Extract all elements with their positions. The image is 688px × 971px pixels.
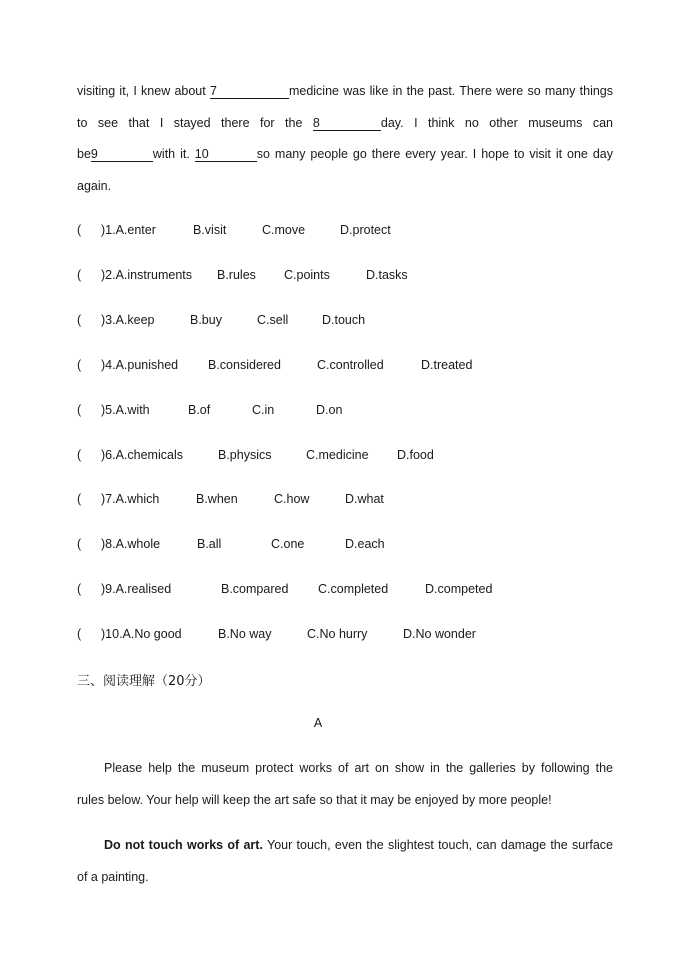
option-c: C.controlled bbox=[317, 358, 384, 372]
answer-bracket[interactable]: ( bbox=[77, 313, 82, 327]
option-c: C.how bbox=[274, 492, 310, 506]
answer-bracket[interactable]: ( bbox=[77, 358, 82, 372]
passage-line-4: again. bbox=[77, 178, 112, 193]
cloze-passage bbox=[77, 76, 613, 202]
option-b: B.all bbox=[197, 537, 222, 551]
section-heading: 三、阅读理解（20分） bbox=[77, 674, 211, 689]
option-a: )5.A.with bbox=[101, 403, 150, 417]
passage-text: with it. bbox=[152, 147, 195, 161]
rule-line-2: of a painting. bbox=[77, 869, 149, 884]
option-b: B.visit bbox=[193, 223, 227, 237]
answer-bracket[interactable]: ( bbox=[77, 403, 82, 417]
option-c: C.sell bbox=[257, 313, 289, 327]
option-c: C.move bbox=[262, 223, 306, 237]
option-a: )1.A.enter bbox=[101, 223, 156, 237]
option-b: B.considered bbox=[208, 358, 281, 372]
option-c: C.in bbox=[252, 403, 275, 417]
answer-bracket[interactable]: ( bbox=[77, 448, 82, 462]
option-a: )2.A.instruments bbox=[101, 268, 193, 282]
option-a: )7.A.which bbox=[101, 492, 160, 506]
option-b: B.buy bbox=[190, 313, 222, 327]
blank-8 bbox=[313, 116, 381, 131]
option-d: D.what bbox=[345, 492, 384, 506]
passage-line-2 bbox=[77, 108, 613, 140]
option-c: C.points bbox=[284, 268, 330, 282]
option-b: B.of bbox=[188, 403, 211, 417]
option-c: C.completed bbox=[318, 582, 389, 596]
passage-letter: A bbox=[313, 716, 323, 730]
option-d: D.treated bbox=[421, 358, 473, 372]
intro-line-2: rules below. Your help will keep the art safe so that it may be enjoyed by more people! bbox=[77, 792, 552, 807]
answer-bracket[interactable]: ( bbox=[77, 537, 82, 551]
option-d: D.protect bbox=[340, 223, 391, 237]
blank-number: 7 bbox=[209, 84, 217, 98]
passage-line-1 bbox=[77, 76, 613, 108]
answer-bracket[interactable]: ( bbox=[77, 268, 82, 282]
passage-text: day. I think no other museums can bbox=[380, 115, 613, 130]
option-d: D.touch bbox=[322, 313, 366, 327]
option-c: C.one bbox=[271, 537, 305, 551]
intro-line-1: Please help the museum protect works of art on show in the galleries by following the bbox=[104, 761, 613, 775]
blank-number: 10 bbox=[194, 147, 209, 161]
answer-bracket[interactable]: ( bbox=[77, 582, 82, 596]
option-d: D.food bbox=[397, 448, 434, 462]
blank-7 bbox=[210, 84, 289, 99]
option-a: )8.A.whole bbox=[101, 537, 161, 551]
option-b: B.No way bbox=[218, 627, 272, 641]
passage-text: medicine was like in the past. There were so many things bbox=[288, 84, 614, 98]
option-a: )6.A.chemicals bbox=[101, 448, 183, 462]
passage-text: so many people go there every year. I hope to visit it one day bbox=[256, 147, 613, 161]
answer-bracket[interactable]: ( bbox=[77, 492, 82, 506]
option-b: B.when bbox=[196, 492, 238, 506]
passage-line-3 bbox=[77, 139, 613, 171]
option-a: )10.A.No good bbox=[101, 627, 182, 641]
option-b: B.physics bbox=[218, 448, 272, 462]
option-d: D.each bbox=[345, 537, 385, 551]
option-d: D.tasks bbox=[366, 268, 408, 282]
option-b: B.compared bbox=[221, 582, 289, 596]
rule-line-1 bbox=[77, 830, 613, 862]
rule-heading: Do not touch works of art. bbox=[104, 838, 263, 852]
answer-bracket[interactable]: ( bbox=[77, 223, 82, 237]
blank-9 bbox=[91, 147, 153, 162]
passage-text: visiting it, I knew about bbox=[77, 84, 210, 98]
option-c: C.No hurry bbox=[307, 627, 368, 641]
option-c: C.medicine bbox=[306, 448, 369, 462]
blank-10 bbox=[195, 147, 257, 162]
option-b: B.rules bbox=[217, 268, 256, 282]
option-d: D.No wonder bbox=[403, 627, 476, 641]
option-a: )3.A.keep bbox=[101, 313, 155, 327]
blank-number: 9 bbox=[90, 147, 98, 161]
answer-bracket[interactable]: ( bbox=[77, 627, 82, 641]
option-a: )9.A.realised bbox=[101, 582, 172, 596]
blank-number: 8 bbox=[312, 115, 320, 130]
reading-intro bbox=[77, 753, 613, 816]
option-d: D.competed bbox=[425, 582, 493, 596]
rule-text: Your touch, even the slightest touch, can damage the surface bbox=[262, 838, 613, 852]
passage-text: to see that I stayed there for the bbox=[77, 115, 313, 130]
passage-text: be bbox=[77, 147, 91, 161]
option-a: )4.A.punished bbox=[101, 358, 179, 372]
rule-paragraph bbox=[77, 830, 613, 893]
option-d: D.on bbox=[316, 403, 343, 417]
